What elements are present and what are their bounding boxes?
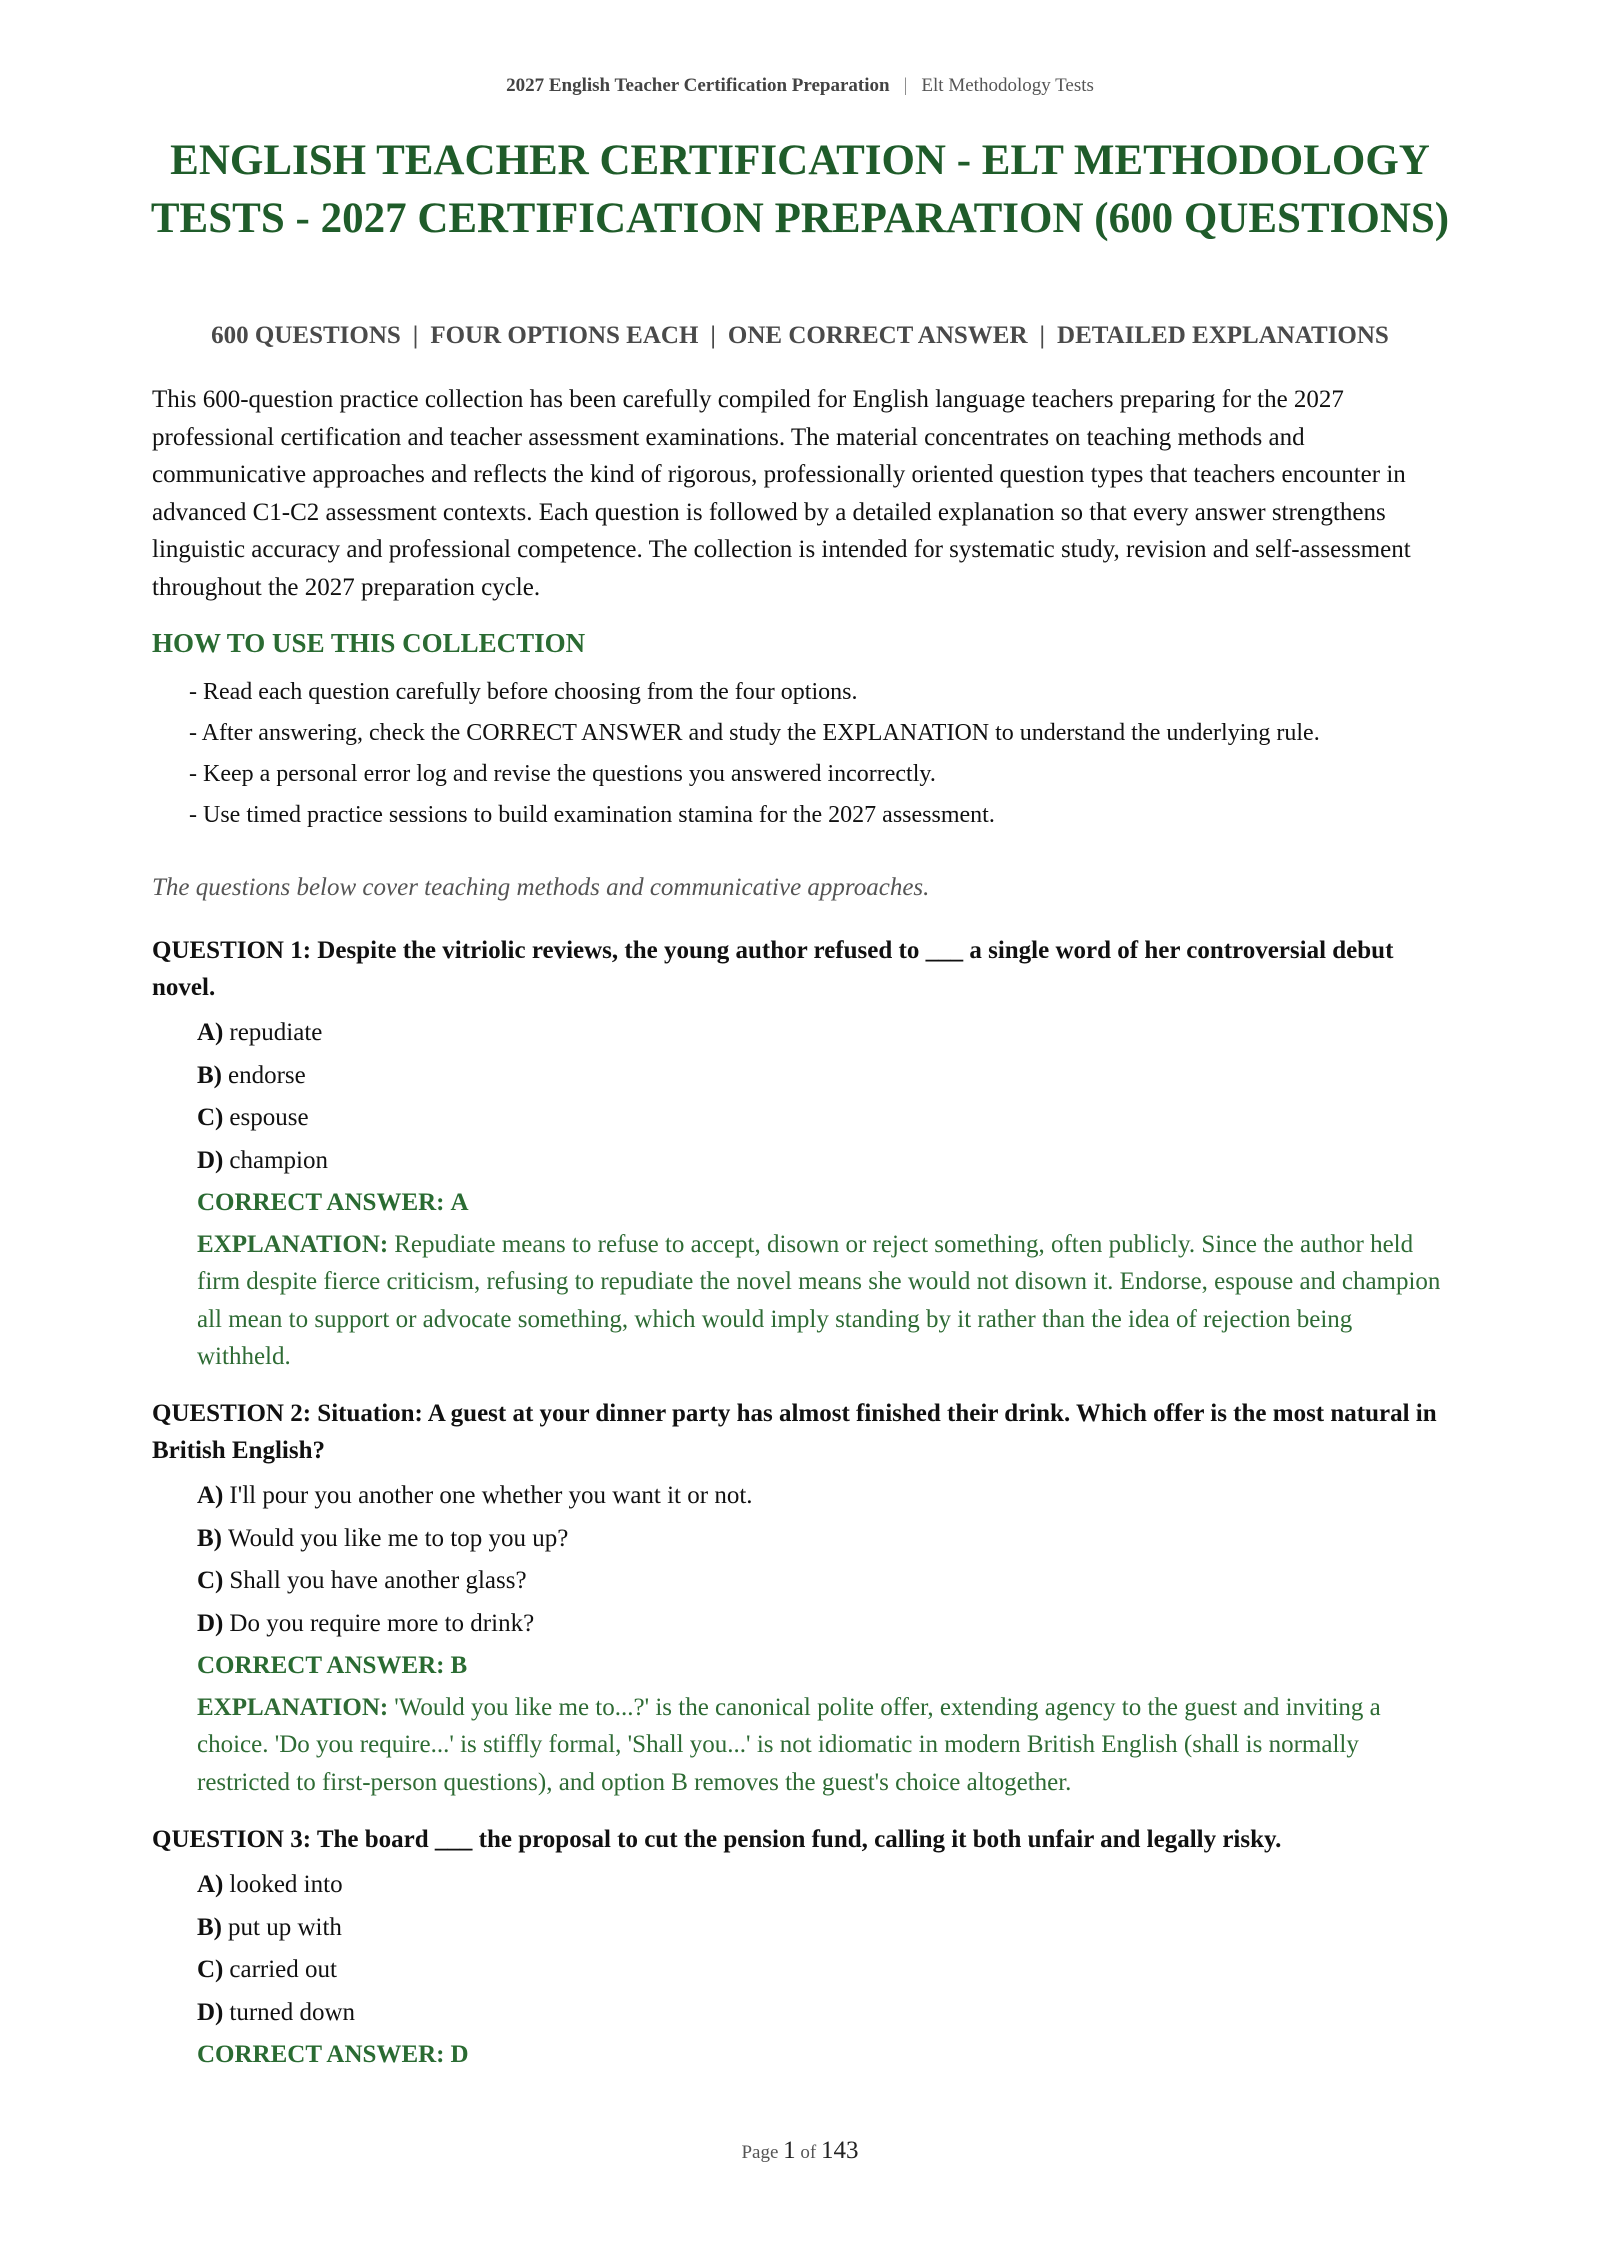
option-letter: B) [197,1524,222,1552]
option-text: put up with [228,1913,342,1941]
question-text: QUESTION 3: The board ___ the proposal to cut the pension fund, calling it both unfair and legally risky. [152,1826,1282,1853]
list-item: - Keep a personal error log and revise the questions you answered incorrectly. [189,761,936,787]
question-2 [152,1395,1452,1801]
question-text: QUESTION 2: Situation: A guest at your dinner party has almost finished their drink. Which offer is the most natural in British English? [152,1400,1437,1464]
page-of-label: of [800,2142,817,2163]
page-number: 1 [783,2137,796,2164]
subtitle-separator: | [710,322,716,349]
correct-answer-label: CORRECT ANSWER: [197,1652,445,1679]
intro-paragraph: This 600-question practice collection has been carefully compiled for English language teachers preparing for the 2027 professional certification and teacher assessment examinations. The material concentrates on teaching methods and communicative approaches and reflects the kind of rigorous, professionally oriented question types that teachers encounter in advanced C1-C2 assessment contexts. Each question is followed by a detailed explanation so that every answer strengthens linguistic accuracy and professional competence. The collection is intended for systematic study, revision and self-assessment throughout the 2027 preparation cycle. [152,386,1411,601]
option-b [197,1518,1452,1561]
correct-answer-value: B [450,1652,468,1679]
total-pages: 143 [821,2137,859,2164]
option-list [197,1475,1452,1645]
running-header [0,75,1600,97]
option-text: Would you like me to top you up? [228,1524,569,1552]
question-3 [152,1821,1452,2077]
option-text: carried out [229,1956,337,1983]
option-text: I'll pour you another one whether you want it or not. [229,1482,753,1509]
subtitle-item: DETAILED EXPLANATIONS [1057,322,1389,349]
explanation-label: EXPLANATION: [197,1230,389,1258]
correct-answer-value: A [450,1189,469,1216]
how-to-use-heading: HOW TO USE THIS COLLECTION [152,628,586,658]
list-item: - Use timed practice sessions to build examination stamina for the 2027 assessment. [189,802,995,828]
option-text: endorse [228,1061,306,1089]
correct-answer [197,1645,1452,1688]
subtitle-item: 600 QUESTIONS [211,322,401,349]
option-letter: D) [197,1146,224,1174]
header-book-title: 2027 English Teacher Certification Preparation [506,75,890,96]
page-footer [0,2137,1600,2165]
header-section-title: Elt Methodology Tests [921,75,1094,96]
explanation-label: EXPLANATION: [197,1693,389,1721]
explanation-text: 'Would you like me to...?' is the canonical polite offer, extending agency to the guest and inviting a choice. 'Do you require...' is stiffly formal, 'Shall you...' is not idiomatic in modern British English (shall is normally restricted to first-person questions), and option B removes the guest's choice altogether. [197,1693,1381,1796]
option-letter: C) [197,1567,224,1594]
explanation [197,1688,1452,1802]
question-1 [152,932,1452,1376]
option-c [197,1560,1452,1603]
option-letter: D) [197,1609,224,1637]
correct-answer-label: CORRECT ANSWER: [197,1189,445,1216]
option-letter: A) [197,1482,224,1509]
subtitle-item: FOUR OPTIONS EACH [430,322,699,349]
correct-answer [197,1182,1452,1225]
correct-answer [197,2034,1452,2077]
option-text: Do you require more to drink? [229,1609,535,1637]
option-letter: B) [197,1061,222,1089]
header-separator: | [903,75,908,96]
option-list [197,1864,1452,2034]
option-text: Shall you have another glass? [229,1567,527,1594]
option-letter: A) [197,1871,224,1898]
subtitle-separator: | [1039,322,1046,349]
correct-answer-label: CORRECT ANSWER: [197,2041,445,2068]
option-text: turned down [229,1998,356,2026]
option-letter: D) [197,1998,224,2026]
option-d [197,1140,1452,1183]
how-to-use-note: The questions below cover teaching methods and communicative approaches. [152,874,930,901]
explanation-text: Repudiate means to refuse to accept, disown or reject something, often publicly. Since the author held firm despite fierce criticism, refusing to repudiate the novel means she would not disown it. Endorse, espouse and champion all mean to support or advocate something, which would imply standing by it rather than the idea of rejection being withheld. [197,1230,1441,1370]
option-d [197,1992,1452,2035]
option-a [197,1475,1452,1518]
list-item: - After answering, check the CORRECT ANSWER and study the EXPLANATION to understand the underlying rule. [189,720,1320,746]
subtitle-bar [150,322,1450,350]
question-text: QUESTION 1: Despite the vitriolic reviews, the young author refused to ___ a single word of her controversial debut novel. [152,937,1394,1001]
option-letter: C) [197,1956,224,1983]
option-c [197,1097,1452,1140]
option-text: espouse [229,1104,309,1131]
option-letter: A) [197,1019,224,1046]
correct-answer-value: D [450,2041,469,2068]
how-to-use-list [189,675,1449,839]
option-d [197,1603,1452,1646]
option-c [197,1949,1452,1992]
option-text: repudiate [229,1019,323,1046]
option-list [197,1012,1452,1182]
option-letter: B) [197,1913,222,1941]
option-b [197,1055,1452,1098]
option-a [197,1864,1452,1907]
option-text: looked into [229,1871,343,1898]
page-label: Page [741,2142,779,2163]
explanation [197,1225,1452,1376]
subtitle-separator: | [412,322,419,349]
list-item: - Read each question carefully before choosing from the four options. [189,679,858,705]
option-letter: C) [197,1104,224,1131]
option-b [197,1907,1452,1950]
option-text: champion [229,1146,328,1174]
document-title: ENGLISH TEACHER CERTIFICATION - ELT METHODOLOGY TESTS - 2027 CERTIFICATION PREPARATION (600 QUESTIONS) [150,137,1450,242]
option-a [197,1012,1452,1055]
subtitle-item: ONE CORRECT ANSWER [727,322,1028,349]
